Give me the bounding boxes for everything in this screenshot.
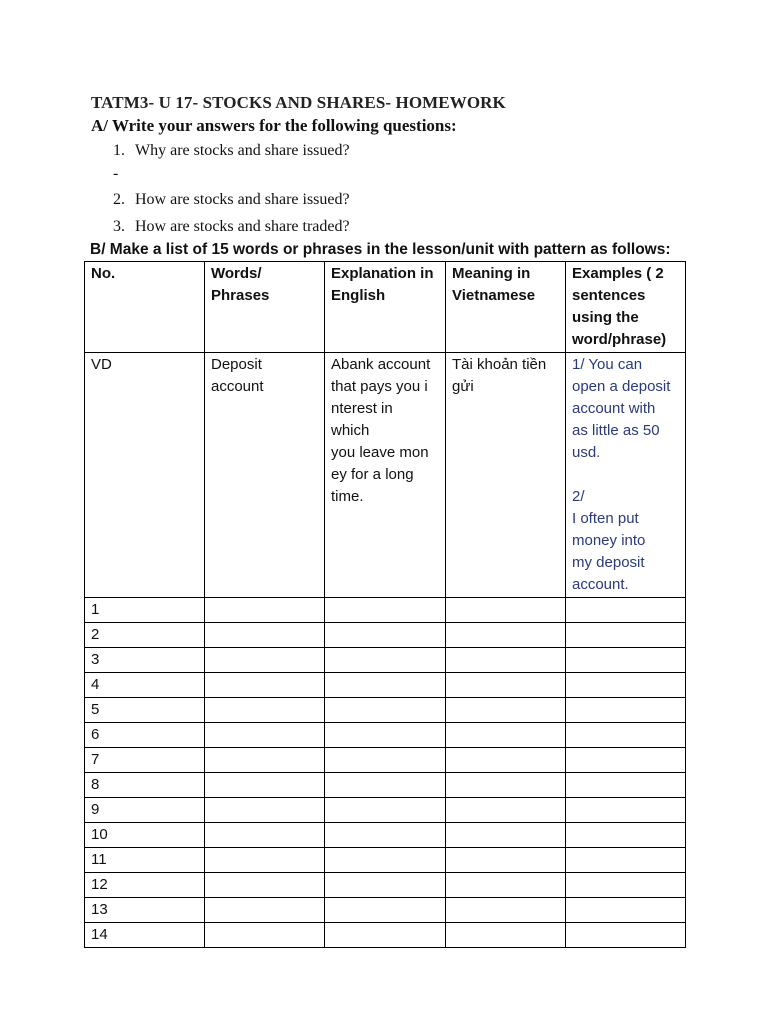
table-row [85, 673, 686, 698]
header-no: No. [85, 262, 205, 353]
table-row [85, 798, 686, 823]
blank-cell[interactable] [446, 723, 566, 748]
example-word: Deposit account [205, 353, 325, 598]
header-examples: Examples ( 2 sentences using the word/phrase) [566, 262, 686, 353]
blank-cell[interactable] [325, 598, 446, 623]
row-number: 7 [85, 748, 205, 773]
row-number: 8 [85, 773, 205, 798]
blank-cell[interactable] [205, 773, 325, 798]
blank-cell[interactable] [446, 898, 566, 923]
blank-cell[interactable] [325, 673, 446, 698]
row-number: 3 [85, 648, 205, 673]
question-3 [113, 218, 350, 236]
row-number: 14 [85, 923, 205, 948]
table-row [85, 773, 686, 798]
blank-cell[interactable] [566, 673, 686, 698]
blank-cell[interactable] [566, 848, 686, 873]
table-row [85, 623, 686, 648]
table-row [85, 648, 686, 673]
header-words: Words/ Phrases [205, 262, 325, 353]
blank-cell[interactable] [205, 673, 325, 698]
example-meaning: Tài khoản tiền gửi [446, 353, 566, 598]
row-number: 12 [85, 873, 205, 898]
table-header-row [85, 262, 686, 353]
blank-cell[interactable] [446, 923, 566, 948]
blank-cell[interactable] [566, 823, 686, 848]
blank-cell[interactable] [325, 898, 446, 923]
example-no: VD [85, 353, 205, 598]
table-row [85, 923, 686, 948]
row-number: 2 [85, 623, 205, 648]
table-row [85, 898, 686, 923]
blank-cell[interactable] [325, 623, 446, 648]
table-row [85, 848, 686, 873]
blank-cell[interactable] [446, 698, 566, 723]
row-number: 10 [85, 823, 205, 848]
blank-cell[interactable] [325, 798, 446, 823]
question-number: 2. [113, 191, 125, 208]
table-row [85, 698, 686, 723]
blank-cell[interactable] [566, 798, 686, 823]
document-title: TATM3- U 17- STOCKS AND SHARES- HOMEWORK [91, 93, 506, 112]
blank-cell[interactable] [325, 848, 446, 873]
row-number: 13 [85, 898, 205, 923]
blank-cell[interactable] [566, 748, 686, 773]
blank-cell[interactable] [566, 598, 686, 623]
question-text: How are stocks and share issued? [135, 191, 350, 208]
row-number: 9 [85, 798, 205, 823]
question-text: Why are stocks and share issued? [135, 142, 350, 159]
question-number: 1. [113, 142, 125, 159]
blank-cell[interactable] [446, 823, 566, 848]
blank-cell[interactable] [446, 848, 566, 873]
blank-cell[interactable] [446, 748, 566, 773]
table-row [85, 873, 686, 898]
blank-cell[interactable] [205, 748, 325, 773]
table-row [85, 748, 686, 773]
header-meaning: Meaning in Vietnamese [446, 262, 566, 353]
row-number: 4 [85, 673, 205, 698]
blank-cell[interactable] [566, 898, 686, 923]
table-row [85, 823, 686, 848]
blank-cell[interactable] [205, 873, 325, 898]
header-explanation: Explanation in English [325, 262, 446, 353]
blank-cell[interactable] [446, 673, 566, 698]
table-row [85, 598, 686, 623]
blank-cell[interactable] [566, 623, 686, 648]
row-number: 5 [85, 698, 205, 723]
blank-cell[interactable] [205, 598, 325, 623]
row-number: 11 [85, 848, 205, 873]
question-1 [113, 142, 350, 160]
blank-cell[interactable] [205, 823, 325, 848]
question-text: How are stocks and share traded? [135, 218, 350, 235]
blank-cell[interactable] [446, 773, 566, 798]
blank-cell[interactable] [325, 923, 446, 948]
blank-cell[interactable] [566, 873, 686, 898]
blank-cell[interactable] [325, 748, 446, 773]
blank-cell[interactable] [325, 723, 446, 748]
blank-cell[interactable] [566, 773, 686, 798]
blank-cell[interactable] [325, 698, 446, 723]
blank-cell[interactable] [325, 823, 446, 848]
answer-dash: - [113, 165, 119, 182]
blank-cell[interactable] [205, 698, 325, 723]
blank-cell[interactable] [325, 648, 446, 673]
blank-cell[interactable] [205, 723, 325, 748]
blank-cell[interactable] [566, 723, 686, 748]
blank-cell[interactable] [205, 923, 325, 948]
blank-cell[interactable] [446, 598, 566, 623]
example-row [85, 353, 686, 598]
blank-cell[interactable] [325, 773, 446, 798]
blank-cell[interactable] [566, 648, 686, 673]
row-number: 6 [85, 723, 205, 748]
blank-cell[interactable] [325, 873, 446, 898]
question-2 [113, 191, 350, 209]
question-number: 3. [113, 218, 125, 235]
vocabulary-table [84, 261, 686, 948]
section-a-heading: A/ Write your answers for the following questions: [91, 116, 457, 135]
blank-cell[interactable] [205, 623, 325, 648]
table-row [85, 723, 686, 748]
blank-cell[interactable] [205, 798, 325, 823]
blank-cell[interactable] [205, 848, 325, 873]
row-number: 1 [85, 598, 205, 623]
blank-cell[interactable] [446, 623, 566, 648]
blank-cell[interactable] [205, 648, 325, 673]
blank-cell[interactable] [205, 898, 325, 923]
blank-cell[interactable] [566, 923, 686, 948]
blank-cell[interactable] [446, 648, 566, 673]
section-b-heading: B/ Make a list of 15 words or phrases in the lesson/unit with pattern as follows: [90, 241, 671, 258]
blank-cell[interactable] [566, 698, 686, 723]
blank-cell[interactable] [446, 873, 566, 898]
example-explanation: Abank account that pays you i nterest in which you leave mon ey for a long time. [325, 353, 446, 598]
blank-cell[interactable] [446, 798, 566, 823]
example-sentences: 1/ You can open a deposit account with as little as 50 usd. 2/ I often put money into my deposit account. [566, 353, 686, 598]
